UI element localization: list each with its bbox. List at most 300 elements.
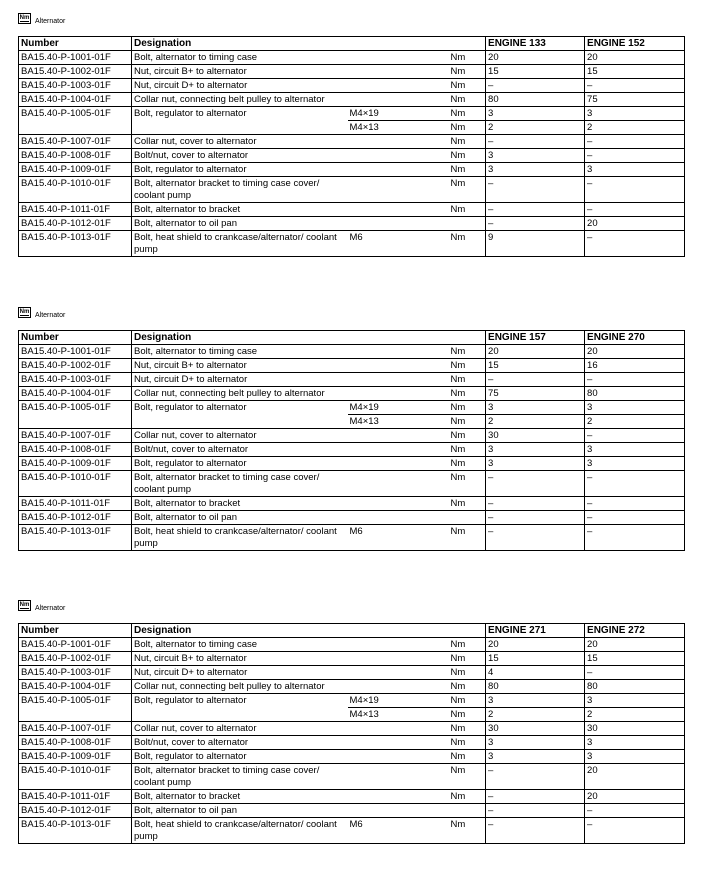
part-number-cell	[19, 708, 132, 722]
bolt-spec-cell: M4×19	[348, 694, 449, 708]
torque-value-col1: 15	[486, 359, 585, 373]
torque-value-col1: 3	[486, 107, 585, 121]
bolt-spec-cell	[348, 443, 449, 457]
unit-cell: Nm	[449, 790, 486, 804]
designation-cell: Collar nut, cover to alternator	[132, 722, 348, 736]
table-row	[19, 65, 685, 79]
unit-cell: Nm	[449, 345, 486, 359]
bolt-spec-cell: M4×19	[348, 401, 449, 415]
torque-value-col2: 20	[585, 217, 685, 231]
designation-cell: Bolt, heat shield to crankcase/alternator/ coolant pump	[132, 231, 348, 257]
bolt-spec-cell	[348, 736, 449, 750]
torque-value-col1: –	[486, 804, 585, 818]
unit-cell: Nm	[449, 387, 486, 401]
table-row	[19, 107, 685, 121]
bolt-spec-cell	[348, 666, 449, 680]
torque-value-col1: 3	[486, 457, 585, 471]
designation-cell: Bolt/nut, cover to alternator	[132, 736, 348, 750]
part-number-cell: BA15.40-P-1010-01F	[19, 471, 132, 497]
bolt-spec-cell	[348, 764, 449, 790]
table-row	[19, 525, 685, 551]
table-row	[19, 457, 685, 471]
table-header-row	[19, 37, 685, 51]
part-number-cell: BA15.40-P-1002-01F	[19, 652, 132, 666]
unit-cell: Nm	[449, 231, 486, 257]
header-engine-col1: ENGINE 133	[486, 37, 585, 51]
designation-cell: Bolt, regulator to alternator	[132, 401, 348, 415]
part-number-cell: BA15.40-P-1001-01F	[19, 51, 132, 65]
designation-cell: Bolt, alternator bracket to timing case cover/ coolant pump	[132, 764, 348, 790]
torque-section-2	[18, 306, 684, 551]
header-designation: Designation	[132, 624, 486, 638]
torque-value-col2: –	[585, 471, 685, 497]
table-row	[19, 680, 685, 694]
designation-cell: Nut, circuit D+ to alternator	[132, 666, 348, 680]
designation-cell: Bolt, alternator to oil pan	[132, 217, 348, 231]
table-row	[19, 359, 685, 373]
torque-value-col2: 3	[585, 694, 685, 708]
torque-value-col1: 2	[486, 415, 585, 429]
table-row	[19, 149, 685, 163]
part-number-cell: BA15.40-P-1012-01F	[19, 804, 132, 818]
table-row	[19, 135, 685, 149]
section-header	[18, 599, 684, 615]
section-title: Alternator	[35, 605, 66, 612]
part-number-cell: BA15.40-P-1010-01F	[19, 764, 132, 790]
torque-value-col1: 9	[486, 231, 585, 257]
unit-cell: Nm	[449, 203, 486, 217]
bolt-spec-cell	[348, 93, 449, 107]
unit-cell: Nm	[449, 135, 486, 149]
torque-value-col1: 3	[486, 401, 585, 415]
bolt-spec-cell	[348, 79, 449, 93]
bolt-spec-cell	[348, 750, 449, 764]
part-number-cell	[19, 121, 132, 135]
bolt-spec-cell: M6	[348, 231, 449, 257]
torque-value-col1: –	[486, 525, 585, 551]
torque-value-col1: 30	[486, 429, 585, 443]
table-row	[19, 429, 685, 443]
table-row	[19, 217, 685, 231]
designation-cell: Bolt, alternator to bracket	[132, 497, 348, 511]
table-row	[19, 443, 685, 457]
torque-value-col2: 2	[585, 708, 685, 722]
designation-cell: Bolt, alternator to oil pan	[132, 511, 348, 525]
torque-value-col2: 20	[585, 345, 685, 359]
designation-cell: Bolt, heat shield to crankcase/alternator/ coolant pump	[132, 818, 348, 844]
unit-cell: Nm	[449, 107, 486, 121]
designation-cell: Nut, circuit D+ to alternator	[132, 79, 348, 93]
table-row	[19, 736, 685, 750]
part-number-cell: BA15.40-P-1010-01F	[19, 177, 132, 203]
torque-value-col1: –	[486, 177, 585, 203]
designation-cell: Nut, circuit B+ to alternator	[132, 359, 348, 373]
torque-value-col1: 4	[486, 666, 585, 680]
table-row	[19, 345, 685, 359]
designation-cell: Nut, circuit D+ to alternator	[132, 373, 348, 387]
section-title: Alternator	[35, 18, 66, 25]
torque-value-col2: 3	[585, 750, 685, 764]
unit-cell: Nm	[449, 764, 486, 790]
table-row	[19, 818, 685, 844]
torque-value-col2: 3	[585, 163, 685, 177]
bolt-spec-cell	[348, 65, 449, 79]
torque-nm-icon: Nm	[18, 600, 31, 611]
table-row	[19, 177, 685, 203]
torque-value-col2: 3	[585, 443, 685, 457]
designation-cell: Bolt, regulator to alternator	[132, 163, 348, 177]
table-row	[19, 497, 685, 511]
torque-nm-icon: Nm	[18, 307, 31, 318]
designation-cell: Bolt, heat shield to crankcase/alternator/ coolant pump	[132, 525, 348, 551]
table-row	[19, 203, 685, 217]
unit-cell: Nm	[449, 93, 486, 107]
bolt-spec-cell	[348, 135, 449, 149]
torque-value-col2: 3	[585, 107, 685, 121]
torque-value-col2: 75	[585, 93, 685, 107]
part-number-cell: BA15.40-P-1005-01F	[19, 107, 132, 121]
bolt-spec-cell	[348, 177, 449, 203]
torque-value-col2: –	[585, 804, 685, 818]
bolt-spec-cell	[348, 680, 449, 694]
part-number-cell: BA15.40-P-1012-01F	[19, 217, 132, 231]
bolt-spec-cell	[348, 471, 449, 497]
part-number-cell: BA15.40-P-1012-01F	[19, 511, 132, 525]
torque-value-col1: 3	[486, 694, 585, 708]
bolt-spec-cell	[348, 359, 449, 373]
torque-value-col2: 15	[585, 652, 685, 666]
designation-cell: Bolt, alternator to timing case	[132, 51, 348, 65]
part-number-cell: BA15.40-P-1009-01F	[19, 163, 132, 177]
designation-cell: Collar nut, connecting belt pulley to alternator	[132, 680, 348, 694]
table-row	[19, 790, 685, 804]
bolt-spec-cell	[348, 345, 449, 359]
unit-cell: Nm	[449, 163, 486, 177]
table-row	[19, 694, 685, 708]
unit-cell: Nm	[449, 401, 486, 415]
table-row	[19, 722, 685, 736]
unit-cell: Nm	[449, 666, 486, 680]
part-number-cell: BA15.40-P-1011-01F	[19, 203, 132, 217]
unit-cell: Nm	[449, 429, 486, 443]
torque-value-col1: 80	[486, 93, 585, 107]
torque-value-col1: 3	[486, 149, 585, 163]
unit-cell	[449, 804, 486, 818]
part-number-cell: BA15.40-P-1003-01F	[19, 373, 132, 387]
section-header	[18, 12, 684, 28]
torque-value-col2: 2	[585, 121, 685, 135]
torque-value-col2: –	[585, 373, 685, 387]
torque-value-col1: 20	[486, 345, 585, 359]
torque-value-col2: –	[585, 231, 685, 257]
header-engine-col1: ENGINE 157	[486, 331, 585, 345]
torque-value-col2: 80	[585, 680, 685, 694]
header-designation: Designation	[132, 331, 486, 345]
bolt-spec-cell	[348, 638, 449, 652]
bolt-spec-cell: M6	[348, 818, 449, 844]
torque-value-col2: 20	[585, 790, 685, 804]
torque-value-col2: 20	[585, 638, 685, 652]
torque-value-col2: 30	[585, 722, 685, 736]
torque-nm-icon: Nm	[18, 13, 31, 24]
table-row	[19, 764, 685, 790]
bolt-spec-cell: M4×13	[348, 415, 449, 429]
bolt-spec-cell	[348, 804, 449, 818]
designation-cell: Bolt/nut, cover to alternator	[132, 443, 348, 457]
header-number: Number	[19, 331, 132, 345]
bolt-spec-cell	[348, 790, 449, 804]
torque-value-col2: 3	[585, 401, 685, 415]
torque-value-col2: –	[585, 497, 685, 511]
torque-value-col2: –	[585, 525, 685, 551]
bolt-spec-cell	[348, 652, 449, 666]
header-number: Number	[19, 624, 132, 638]
part-number-cell: BA15.40-P-1013-01F	[19, 231, 132, 257]
torque-value-col1: 20	[486, 51, 585, 65]
torque-value-col1: 15	[486, 652, 585, 666]
designation-cell: Bolt, alternator bracket to timing case cover/ coolant pump	[132, 177, 348, 203]
bolt-spec-cell	[348, 149, 449, 163]
part-number-cell	[19, 415, 132, 429]
bolt-spec-cell	[348, 722, 449, 736]
section-header	[18, 306, 684, 322]
torque-value-col2: 15	[585, 65, 685, 79]
table-row	[19, 511, 685, 525]
table-row	[19, 471, 685, 497]
torque-value-col2: 20	[585, 764, 685, 790]
torque-value-col2: –	[585, 135, 685, 149]
table-row	[19, 652, 685, 666]
unit-cell	[449, 217, 486, 231]
unit-cell: Nm	[449, 149, 486, 163]
bolt-spec-cell: M4×19	[348, 107, 449, 121]
bolt-spec-cell	[348, 217, 449, 231]
table-row	[19, 79, 685, 93]
table-row	[19, 387, 685, 401]
designation-cell: Nut, circuit B+ to alternator	[132, 65, 348, 79]
part-number-cell: BA15.40-P-1009-01F	[19, 750, 132, 764]
designation-cell: Bolt, regulator to alternator	[132, 694, 348, 708]
torque-value-col1: –	[486, 764, 585, 790]
torque-value-col1: 3	[486, 443, 585, 457]
torque-value-col1: –	[486, 790, 585, 804]
table-row	[19, 415, 685, 429]
torque-value-col2: –	[585, 149, 685, 163]
unit-cell: Nm	[449, 79, 486, 93]
bolt-spec-cell	[348, 373, 449, 387]
designation-cell: Collar nut, connecting belt pulley to alternator	[132, 93, 348, 107]
unit-cell: Nm	[449, 750, 486, 764]
header-engine-col1: ENGINE 271	[486, 624, 585, 638]
torque-value-col2: –	[585, 203, 685, 217]
torque-table	[18, 623, 685, 844]
part-number-cell: BA15.40-P-1005-01F	[19, 401, 132, 415]
header-engine-col2: ENGINE 152	[585, 37, 685, 51]
unit-cell: Nm	[449, 497, 486, 511]
torque-value-col2: 3	[585, 736, 685, 750]
table-row	[19, 231, 685, 257]
part-number-cell: BA15.40-P-1013-01F	[19, 525, 132, 551]
designation-cell: Nut, circuit B+ to alternator	[132, 652, 348, 666]
designation-cell	[132, 415, 348, 429]
torque-value-col2: 80	[585, 387, 685, 401]
part-number-cell: BA15.40-P-1011-01F	[19, 790, 132, 804]
bolt-spec-cell	[348, 497, 449, 511]
designation-cell: Bolt, regulator to alternator	[132, 107, 348, 121]
bolt-spec-cell: M6	[348, 525, 449, 551]
torque-value-col2: –	[585, 177, 685, 203]
unit-cell: Nm	[449, 457, 486, 471]
torque-value-col1: 3	[486, 750, 585, 764]
table-row	[19, 93, 685, 107]
torque-value-col2: –	[585, 666, 685, 680]
part-number-cell: BA15.40-P-1008-01F	[19, 149, 132, 163]
table-row	[19, 750, 685, 764]
unit-cell: Nm	[449, 65, 486, 79]
unit-cell: Nm	[449, 680, 486, 694]
torque-value-col1: –	[486, 373, 585, 387]
designation-cell: Bolt, alternator bracket to timing case cover/ coolant pump	[132, 471, 348, 497]
bolt-spec-cell	[348, 51, 449, 65]
bolt-spec-cell: M4×13	[348, 121, 449, 135]
unit-cell: Nm	[449, 818, 486, 844]
section-title: Alternator	[35, 312, 66, 319]
unit-cell: Nm	[449, 722, 486, 736]
part-number-cell: BA15.40-P-1013-01F	[19, 818, 132, 844]
torque-value-col1: 2	[486, 121, 585, 135]
torque-value-col2: –	[585, 511, 685, 525]
torque-value-col1: 75	[486, 387, 585, 401]
part-number-cell: BA15.40-P-1002-01F	[19, 359, 132, 373]
torque-value-col1: –	[486, 79, 585, 93]
designation-cell	[132, 121, 348, 135]
designation-cell	[132, 708, 348, 722]
table-header-row	[19, 624, 685, 638]
torque-value-col1: 30	[486, 722, 585, 736]
torque-value-col2: –	[585, 79, 685, 93]
designation-cell: Bolt, alternator to bracket	[132, 203, 348, 217]
bolt-spec-cell: M4×13	[348, 708, 449, 722]
part-number-cell: BA15.40-P-1001-01F	[19, 638, 132, 652]
part-number-cell: BA15.40-P-1004-01F	[19, 93, 132, 107]
torque-value-col1: –	[486, 217, 585, 231]
torque-value-col2: 2	[585, 415, 685, 429]
torque-value-col1: 15	[486, 65, 585, 79]
table-row	[19, 708, 685, 722]
bolt-spec-cell	[348, 203, 449, 217]
torque-value-col1: –	[486, 203, 585, 217]
torque-section-1	[18, 12, 684, 257]
torque-value-col2: –	[585, 818, 685, 844]
table-row	[19, 638, 685, 652]
part-number-cell: BA15.40-P-1001-01F	[19, 345, 132, 359]
torque-value-col2: 16	[585, 359, 685, 373]
bolt-spec-cell	[348, 429, 449, 443]
table-row	[19, 666, 685, 680]
bolt-spec-cell	[348, 511, 449, 525]
part-number-cell: BA15.40-P-1009-01F	[19, 457, 132, 471]
part-number-cell: BA15.40-P-1004-01F	[19, 680, 132, 694]
part-number-cell: BA15.40-P-1002-01F	[19, 65, 132, 79]
torque-value-col1: 20	[486, 638, 585, 652]
unit-cell: Nm	[449, 121, 486, 135]
designation-cell: Bolt/nut, cover to alternator	[132, 149, 348, 163]
unit-cell: Nm	[449, 694, 486, 708]
torque-table	[18, 36, 685, 257]
part-number-cell: BA15.40-P-1005-01F	[19, 694, 132, 708]
header-engine-col2: ENGINE 270	[585, 331, 685, 345]
unit-cell: Nm	[449, 638, 486, 652]
table-header-row	[19, 331, 685, 345]
unit-cell: Nm	[449, 415, 486, 429]
unit-cell: Nm	[449, 373, 486, 387]
unit-cell: Nm	[449, 708, 486, 722]
torque-value-col1: 80	[486, 680, 585, 694]
unit-cell: Nm	[449, 736, 486, 750]
designation-cell: Collar nut, connecting belt pulley to alternator	[132, 387, 348, 401]
designation-cell: Bolt, regulator to alternator	[132, 457, 348, 471]
part-number-cell: BA15.40-P-1007-01F	[19, 722, 132, 736]
bolt-spec-cell	[348, 457, 449, 471]
torque-value-col1: –	[486, 511, 585, 525]
torque-value-col1: –	[486, 135, 585, 149]
unit-cell: Nm	[449, 177, 486, 203]
torque-value-col1: –	[486, 497, 585, 511]
part-number-cell: BA15.40-P-1007-01F	[19, 135, 132, 149]
torque-value-col1: –	[486, 471, 585, 497]
bolt-spec-cell	[348, 387, 449, 401]
table-row	[19, 163, 685, 177]
designation-cell: Bolt, alternator to timing case	[132, 638, 348, 652]
unit-cell: Nm	[449, 525, 486, 551]
table-row	[19, 804, 685, 818]
header-number: Number	[19, 37, 132, 51]
part-number-cell: BA15.40-P-1004-01F	[19, 387, 132, 401]
part-number-cell: BA15.40-P-1011-01F	[19, 497, 132, 511]
designation-cell: Collar nut, cover to alternator	[132, 135, 348, 149]
torque-section-3	[18, 599, 684, 844]
header-engine-col2: ENGINE 272	[585, 624, 685, 638]
torque-value-col2: –	[585, 429, 685, 443]
part-number-cell: BA15.40-P-1003-01F	[19, 666, 132, 680]
torque-value-col1: –	[486, 818, 585, 844]
bolt-spec-cell	[348, 163, 449, 177]
unit-cell	[449, 511, 486, 525]
unit-cell: Nm	[449, 652, 486, 666]
table-row	[19, 121, 685, 135]
designation-cell: Bolt, alternator to oil pan	[132, 804, 348, 818]
table-row	[19, 401, 685, 415]
part-number-cell: BA15.40-P-1007-01F	[19, 429, 132, 443]
designation-cell: Bolt, alternator to timing case	[132, 345, 348, 359]
unit-cell: Nm	[449, 471, 486, 497]
torque-value-col2: 20	[585, 51, 685, 65]
header-designation: Designation	[132, 37, 486, 51]
table-row	[19, 51, 685, 65]
designation-cell: Bolt, regulator to alternator	[132, 750, 348, 764]
torque-value-col1: 3	[486, 163, 585, 177]
part-number-cell: BA15.40-P-1008-01F	[19, 443, 132, 457]
designation-cell: Collar nut, cover to alternator	[132, 429, 348, 443]
designation-cell: Bolt, alternator to bracket	[132, 790, 348, 804]
torque-value-col1: 2	[486, 708, 585, 722]
torque-table	[18, 330, 685, 551]
torque-value-col2: 3	[585, 457, 685, 471]
part-number-cell: BA15.40-P-1003-01F	[19, 79, 132, 93]
unit-cell: Nm	[449, 51, 486, 65]
part-number-cell: BA15.40-P-1008-01F	[19, 736, 132, 750]
table-row	[19, 373, 685, 387]
